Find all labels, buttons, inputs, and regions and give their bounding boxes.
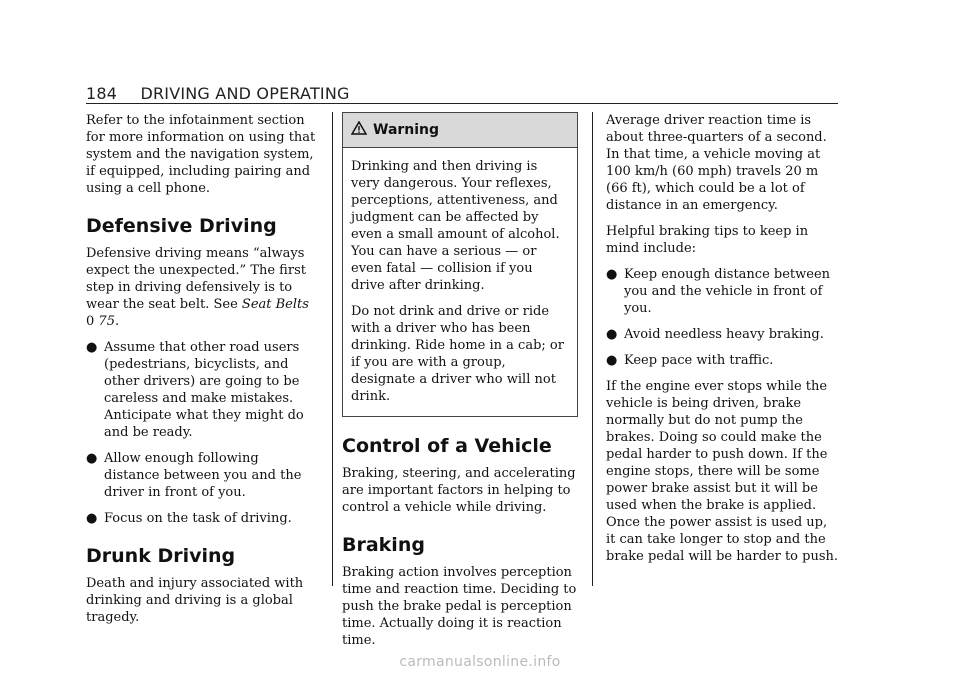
bullet-icon: ● [606,353,618,368]
list-item: ● Keep enough distance between you and the vehicle in front of you. [606,267,831,316]
column-2 [342,112,578,658]
braking-heading: Braking [342,534,425,556]
section-title: DRIVING AND OPERATING [140,84,350,103]
page-ref-icon: 0 [86,314,95,329]
warning-triangle-icon [351,121,373,140]
seat-belts-link[interactable]: Seat Belts [241,297,309,312]
defensive-bullet-list [86,339,318,527]
list-item: ● Focus on the task of driving. [86,511,292,526]
list-item: ● Keep pace with traffic. [606,353,774,368]
bullet-icon: ● [86,340,98,355]
tips-intro-paragraph: Helpful braking tips to keep in mind include: [606,224,809,256]
column-3 [606,112,838,574]
warning-paragraph: Do not drink and drive or ride with a driver who has been drinking. Ride home in a cab; or if you are with a group, designate a driver who will not drink. [351,304,564,404]
intro-paragraph: Refer to the infotainment section for more information on using that system and the navigation system, if equipped, including pairing and using a cell phone. [86,113,316,196]
page-ref-number[interactable]: 75 [98,314,115,329]
warning-box [342,112,578,417]
defensive-paragraph: Defensive driving means “always expect the unexpected.” The first step in driving defensively is to wear the seat belt. See Seat Belts 0 75. [86,246,309,329]
column-divider [592,112,593,586]
column-divider [332,112,333,586]
column-1 [86,112,318,635]
footer-watermark: carmanualsonline.info [399,654,561,670]
warning-title: Warning [373,121,440,138]
drunk-paragraph: Death and injury associated with drinking and driving is a global tragedy. [86,576,304,625]
list-item: ● Allow enough following distance between you and the driver in front of you. [86,451,302,500]
engine-stop-paragraph: If the engine ever stops while the vehicle is being driven, brake normally but do not pump the brakes. Doing so could make the pedal harder to push down. If the engine stops, there will be some power brake assist but it will be used when the brake is applied. Once the power assist is used up, it can take longer to stop and the brake pedal will be harder to push. [606,379,839,564]
drunk-driving-heading: Drunk Driving [86,545,236,567]
control-heading: Control of a Vehicle [342,435,552,457]
list-item: ● Avoid needless heavy braking. [606,327,824,342]
warning-header [343,113,577,148]
braking-tips-list [606,266,838,369]
defensive-driving-heading: Defensive Driving [86,215,277,237]
warning-paragraph: Drinking and then driving is very dangerous. Your reflexes, perceptions, attentiveness, and judgment can be affected by even a small amount of alcohol. You can have a serious — or even fatal — collision if you drive after drinking. [351,159,560,293]
bullet-icon: ● [86,451,98,466]
list-item: ● Assume that other road users (pedestrians, bicyclists, and other drivers) are going to be careless and make mistakes. Anticipate what they might do and be ready. [86,340,304,440]
warning-body [343,148,577,416]
control-paragraph: Braking, steering, and accelerating are important factors in helping to control a vehicle while driving. [342,466,576,515]
braking-paragraph: Braking action involves perception time and reaction time. Deciding to push the brake pedal is perception time. Actually doing it is reaction time. [342,565,577,648]
reaction-paragraph: Average driver reaction time is about three-quarters of a second. In that time, a vehicle moving at 100 km/h (60 mph) travels 20 m (66 ft), which could be a lot of distance in an emergency. [606,113,827,213]
bullet-icon: ● [606,327,618,342]
page-number: 184 [86,84,118,103]
bullet-icon: ● [86,511,98,526]
page-header [86,84,350,103]
bullet-icon: ● [606,267,618,282]
header-rule [86,103,838,104]
